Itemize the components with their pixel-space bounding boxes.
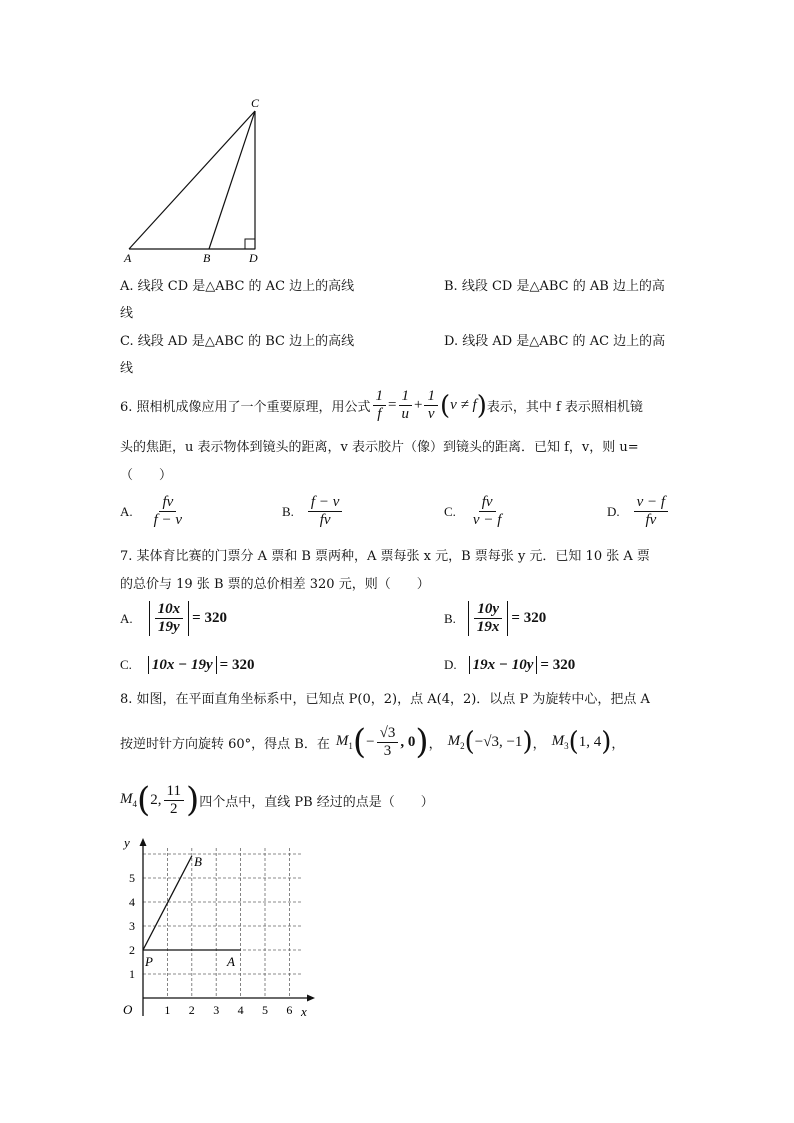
q8-m2-content: −√3, −1 [474,733,523,750]
q6-option-b-num: f − v [308,494,342,512]
q8-line3: $M_4$ ( 2, $\frac{11}{2}$ ) 四个点中，直线 PB 经过的点是（ ） [120,780,434,820]
q7-option-a-rhs: = 320 [192,610,227,626]
q8-line1: 8. 如图，在平面直角坐标系中，已知点 P(0，2)，点 A(4，2)．以点 P 为旋转中心，把点 A [120,692,650,707]
q5-option-d-cont: 线 [120,361,134,376]
point-label-P: P [145,954,153,969]
q6-option-a-num: fv [159,494,176,512]
q5-option-b[interactable]: B. 线段 CD 是△ABC 的 AB 边上的高 [444,279,665,294]
axis-label-x: x [301,1004,307,1019]
q6-option-d-num: v − f [634,494,668,512]
q8-m2-name: M [447,733,461,749]
q8-line2: 按逆时针方向旋转 60°，得点 B．在 $M_1$ ( − $\frac{√3}{3}$ , 0 ) ， $M_2$ ( −√3, −1 ) ， $M_3$ ( 1, 4 ) ， [120,722,625,762]
q7-option-a-den: 19y [158,619,180,635]
q7-option-b-den: 19x [476,619,500,635]
q8-m4-pre: 2, [150,791,162,808]
q6-option-c-num: fv [479,494,496,512]
q7-line1: 7. 某体育比赛的门票分 A 票和 B 票两种，A 票每张 x 元，B 票每张 y 元．已知 10 张 A 票 [120,549,650,564]
triangle-figure [115,90,275,270]
q7-option-b[interactable] [444,601,546,636]
q8-sep-3: ， [611,736,625,752]
axis-label-y: y [124,835,130,850]
q8-m4-num: 11 [164,783,184,801]
q6-lhs-den: f [377,406,382,422]
q6-option-c-label: C. [444,503,456,519]
q7-option-a-num: 10x [155,601,184,619]
q7-option-d-label: D. [444,657,457,672]
q8-m4-den: 2 [169,800,178,817]
q6-line2: 头的焦距，u 表示物体到镜头的距离，v 表示胶片（像）到镜头的距离．已知 f，v，则 u= [120,440,639,455]
q7-option-b-label: B. [444,610,456,626]
label-C: C [251,96,260,110]
q7-option-b-num: 10y [474,601,502,619]
q8-line2-text: 按逆时针方向旋转 60°，得点 B．在 [120,736,330,752]
q8-m3-sub: 3 [564,741,569,751]
q5-option-d[interactable]: D. 线段 AD 是△ABC 的 AC 边上的高 [444,334,666,349]
y-tick-4: 4 [129,895,135,909]
y-axis-arrow [140,838,147,846]
q6-option-d-den: fv [645,512,657,528]
q6-option-a[interactable] [120,494,187,529]
x-tick-2: 2 [188,1003,195,1017]
x-tick-4: 4 [237,1003,244,1017]
q8-m1-pre: − [366,733,375,750]
q5-option-c[interactable]: C. 线段 AD 是△ABC 的 BC 边上的高线 [120,334,355,349]
q5-option-b-cont: 线 [120,306,134,321]
q7-option-b-abs [468,601,509,636]
q8-m3-content: 1, 4 [578,733,602,750]
q8-m1-num: √3 [377,725,399,743]
q8-m1-den: 3 [383,742,392,759]
q8-m4-sub: 4 [132,799,137,809]
q7-option-c-rhs: = 320 [219,656,255,673]
q6-line1: 6. 照相机成像应用了一个重要原理，用公式 $\frac{1}{f}$ = $\frac{1}{u}$ + $\frac{1}{v}$ ( v ≠ f ) 表示，其中 f 表示照相机镜 [120,388,643,422]
q6-term2-fraction [424,388,438,423]
q6-option-a-label: A. [120,503,133,519]
y-tick-3: 3 [129,919,135,933]
y-tick-1: 1 [129,967,135,981]
coordinate-figure [115,830,325,1025]
q8-m3-name: M [551,733,565,749]
x-tick-3: 3 [213,1003,220,1017]
grid [143,848,301,998]
q8-m1-name: M [335,733,349,749]
q6-t2-num: 1 [424,388,438,406]
x-tick-5: 5 [262,1003,268,1017]
q7-option-a-abs [149,601,190,636]
q7-option-d-rhs: = 320 [540,656,576,673]
origin-label: O [123,1002,133,1017]
q6-formula-tail: 表示，其中 f 表示照相机镜 [486,400,643,415]
q8-sep-2: ， [532,736,546,752]
q7-option-c-abs: 10x − 19y [148,656,217,674]
q8-sep-1: ， [428,736,442,752]
x-tick-1: 1 [164,1003,171,1017]
q5-option-a[interactable]: A. 线段 CD 是△ABC 的 AC 边上的高线 [120,279,355,294]
q6-term1-fraction [399,388,413,423]
q7-option-a[interactable] [120,601,227,636]
label-B: B [203,251,211,265]
point-label-A: A [227,954,235,969]
q8-m4 [120,791,137,809]
q6-t1-den: u [401,406,410,422]
y-tick-labels [129,871,135,981]
q6-t1-num: 1 [399,388,413,406]
q7-line2: 的总价与 19 张 B 票的总价相差 320 元，则（ ） [120,577,430,592]
q6-lhs-fraction [373,388,387,423]
y-tick-5: 5 [129,871,135,885]
q6-option-b-den: fv [319,512,331,528]
q6-t2-den: v [427,406,435,422]
q6-condition: v ≠ f [450,397,477,413]
y-tick-2: 2 [129,943,135,957]
q6-lhs-num: 1 [373,388,387,406]
q8-m1 [336,733,353,751]
q7-option-c[interactable] [120,656,254,674]
q8-m2 [448,733,465,751]
q8-m2-sub: 2 [460,741,465,751]
label-D: D [249,251,258,265]
q7-option-c-label: C. [120,657,132,672]
x-tick-6: 6 [286,1003,293,1017]
q8-line3-tail: 四个点中，直线 PB 经过的点是（ ） [199,794,434,810]
q7-option-b-rhs: = 320 [511,610,547,626]
q7-option-d[interactable] [444,656,575,674]
q8-m1-sub: 1 [348,741,353,751]
point-label-B: B [194,854,202,869]
q8-m4-name: M [120,791,133,807]
q6-option-b[interactable] [282,494,344,529]
q6-option-d[interactable] [607,494,670,529]
label-A: A [124,251,132,265]
q8-m3 [552,733,569,751]
q6-option-b-label: B. [282,503,294,519]
q7-option-a-label: A. [120,610,133,626]
q6-option-c-den: v − f [472,512,502,528]
q6-line3: （ ） [120,468,173,483]
x-axis-arrow [307,995,315,1002]
q6-option-d-label: D. [607,503,620,519]
q8-m1-post: , 0 [400,733,416,750]
q7-option-d-abs: 19x − 10y [469,656,538,674]
x-tick-labels [164,1003,292,1017]
q6-option-a-den: f − v [153,512,183,528]
q6-intro: 6. 照相机成像应用了一个重要原理，用公式 [120,400,371,415]
q6-option-c[interactable] [444,494,506,529]
